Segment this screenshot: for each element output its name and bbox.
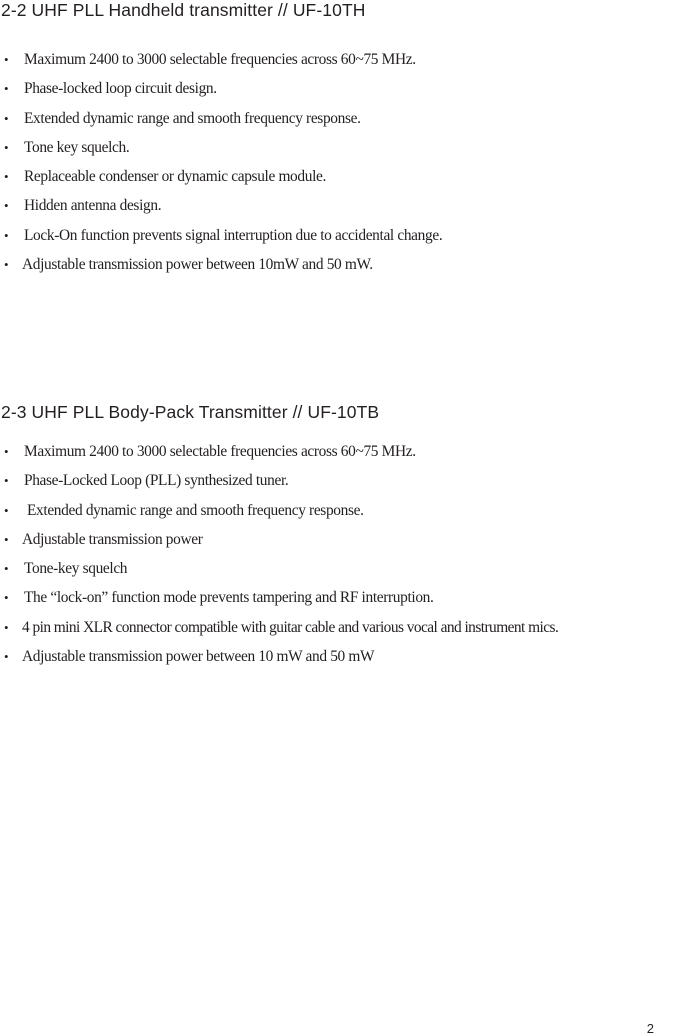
bullet-icon: • <box>4 52 9 67</box>
list-item-text: Adjustable transmission power between 10mW and 50 mW. <box>22 256 373 274</box>
bullet-icon: • <box>4 619 9 635</box>
list-item-text: Replaceable condenser or dynamic capsule module. <box>24 168 326 186</box>
list-item <box>0 443 684 472</box>
list-item-text: Hidden antenna design. <box>24 197 162 215</box>
list-item-text: Extended dynamic range and smooth frequency response. <box>27 501 364 519</box>
list-item-text: The “lock-on” function mode prevents tampering and RF interruption. <box>24 589 434 607</box>
bullet-icon: • <box>4 198 9 214</box>
list-item-text: Tone-key squelch <box>24 560 128 578</box>
list-item <box>0 227 684 256</box>
section-title-handheld-transmitter: 2-2 UHF PLL Handheld transmitter // UF-10TH <box>1 0 366 20</box>
list-item <box>0 560 684 589</box>
list-item-text: Lock-On function prevents signal interruption due to accidental change. <box>24 226 443 244</box>
list-item <box>0 168 684 197</box>
list-item-text: Maximum 2400 to 3000 selectable frequencies across 60~75 MHz. <box>24 51 416 68</box>
list-item-text: Adjustable transmission power <box>22 530 203 548</box>
list-item <box>0 51 684 80</box>
bullet-icon: • <box>4 561 9 577</box>
feature-list-handheld <box>0 51 684 285</box>
list-item <box>0 648 684 677</box>
list-item-text: Maximum 2400 to 3000 selectable frequencies across 60~75 MHz. <box>24 443 416 460</box>
bullet-icon: • <box>4 110 9 126</box>
list-item-text: Phase-Locked Loop (PLL) synthesized tuner. <box>24 472 289 490</box>
list-item-text: Adjustable transmission power between 10 mW and 50 mW <box>22 648 375 666</box>
feature-list-body-pack <box>0 443 684 677</box>
bullet-icon: • <box>4 227 9 243</box>
list-item-text: Tone key squelch. <box>24 138 130 156</box>
bullet-icon: • <box>4 473 9 489</box>
list-item-text: Extended dynamic range and smooth frequency response. <box>24 109 361 127</box>
bullet-icon: • <box>4 502 9 518</box>
bullet-icon: • <box>4 649 9 665</box>
list-item <box>0 619 684 648</box>
list-item-text: Phase-locked loop circuit design. <box>24 80 217 98</box>
list-item <box>0 256 684 285</box>
section-title-body-pack-transmitter: 2-3 UHF PLL Body-Pack Transmitter // UF-10TB <box>1 402 380 422</box>
bullet-icon: • <box>4 444 9 459</box>
list-item <box>0 589 684 618</box>
list-item <box>0 80 684 109</box>
page-number: 2 <box>646 1021 654 1036</box>
list-item <box>0 139 684 168</box>
list-item <box>0 197 684 226</box>
bullet-icon: • <box>4 257 9 273</box>
list-item <box>0 502 684 531</box>
list-item <box>0 531 684 560</box>
list-item <box>0 472 684 501</box>
bullet-icon: • <box>4 531 9 547</box>
bullet-icon: • <box>4 81 9 97</box>
list-item-text: 4 pin mini XLR connector compatible with guitar cable and various vocal and instrument mics. <box>22 618 559 636</box>
list-item <box>0 110 684 139</box>
bullet-icon: • <box>4 169 9 185</box>
bullet-icon: • <box>4 139 9 155</box>
bullet-icon: • <box>4 590 9 606</box>
